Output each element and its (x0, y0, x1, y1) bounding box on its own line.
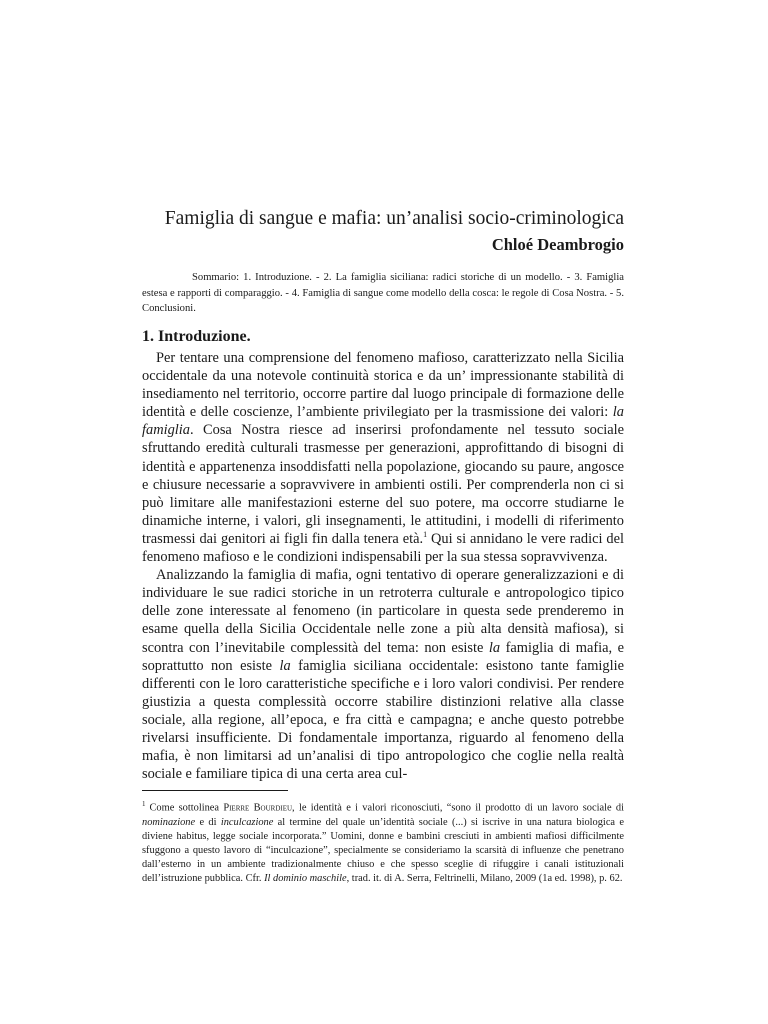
footnote-book-title: Il dominio maschile (264, 873, 347, 885)
footnote-divider (142, 790, 288, 791)
footnote-text: e di (195, 816, 221, 828)
emphasis-text: la (279, 657, 291, 674)
paragraph-2-text: famiglia di mafia, e soprattutto non esiste (142, 639, 624, 674)
author-name: Chloé Deambrogio (491, 235, 624, 254)
footnote-text: , le identità e i valori riconosciuti, “sono il prodotto di un lavoro sociale di (292, 802, 624, 814)
summary (142, 270, 624, 317)
footnote-text: Come sottolinea (149, 802, 224, 814)
footnote-text: al termine del quale un’identità sociale (...) si iscrive in una natura biologica e diviene habitus, legge sociale incorporata.” Uomini, donne e bambini cresciuti in ambienti mafiosi difficilmente sfuggono a questo lavoro di “inculcazione”, specialmente se consideriamo la scarsità di influenze che penetrano dall’esterno in un ambiente tradizionalmente chiuso e che spesso sceglie di rifuggire i canali istituzionali dell’istruzione pubblica. Cfr. (142, 816, 624, 885)
paragraph-1-text: . Cosa Nostra riesce ad inserirsi profondamente nel tessuto sociale sfruttando eredità culturali trasmesse per generazioni, approfittando di bisogni di identità e appartenenza insoddisfatti nella popolazione, giocando su paure, angosce e chiusure necessarie a sopravvivere in ambienti ostili. Per comprenderla non ci si può limitare alle manifestazioni esterne del suo potere, ma occorre studiarne le dinamiche interne, i valori, gli insegnamenti, le attitudini, i modelli di riferimento trasmessi dai genitori ai figli fin dalla tenera età. (142, 422, 624, 547)
footnote (142, 797, 624, 887)
section-heading: 1. Introduzione. (142, 328, 251, 345)
emphasis-text: inculcazione (220, 816, 274, 828)
footnote-reference[interactable]: 1 (423, 530, 428, 540)
paper-title: Famiglia di sangue e mafia: un’analisi socio-criminologica (164, 208, 624, 229)
paragraph-2-text: famiglia siciliana occidentale: esistono tante famiglie differenti con le loro caratteristiche specifiche e i loro valori condivisi. Per rendere giustizia a questa complessità occorre stabilire distinzioni relative alla classe sociale, alla regione, all’epoca, e fra città e campagna; e anche questo potrebbe rivelarsi insufficiente. Di fondamentale importanza, riguardo al fenomeno della mafia, è non limitarsi ad un’analisi di tipo antropologico che coglie nella realtà sociale e familiare tipica di una certa area cul- (142, 657, 625, 783)
emphasis-text: la (488, 639, 501, 656)
footnote-text: , trad. it. di A. Serra, Feltrinelli, Milano, 2009 (1a ed. 1998), p. 62. (346, 873, 623, 885)
paragraph-2-text: Analizzando la famiglia di mafia, ogni tentativo di operare generalizzazioni e di individuare le sue radici storiche in un retroterra culturale e antropologico tipico delle zone interessate al fenomeno (in particolare in questa sede prenderemo in esame quella della Sicilia Occidentale nelle zone a più alta densità mafiosa), si scontra con l’inevitabile complessità del tema: non esiste (142, 567, 624, 656)
footnote-number: 1 (142, 800, 146, 808)
paragraph-1-text: Per tentare una comprensione del fenomeno mafioso, caratterizzato nella Sicilia occidentale da una notevole continuità storica e da un’ impressionante stabilità di insediamento nel territorio, occorre partire dal luogo principale di formazione delle identità e delle coscienze, l’ambiente privilegiato per la trasmissione dei valori: (142, 350, 624, 421)
body-text (142, 349, 624, 783)
paragraph-1 (142, 349, 624, 566)
emphasis-text: nominazione (142, 816, 196, 828)
paragraph-2 (142, 566, 624, 783)
paragraph-1-text: Qui si annidano le vere radici del fenomeno mafioso e le condizioni indispensabili per la sua stessa sopravvivenza. (142, 530, 624, 566)
summary-text: 1. Introduzione. - 2. La famiglia siciliana: radici storiche di un modello. - 3. Famiglia estesa e rapporti di comparaggio. - 4. Famiglia di sangue come modello della cosca: le regole di Cosa Nostra. - 5. Conclusioni. (142, 272, 624, 314)
summary-label: Sommario: (192, 272, 240, 283)
footnote-author: Pierre Bourdieu (223, 802, 293, 814)
emphasis-text: la famiglia (142, 404, 624, 439)
